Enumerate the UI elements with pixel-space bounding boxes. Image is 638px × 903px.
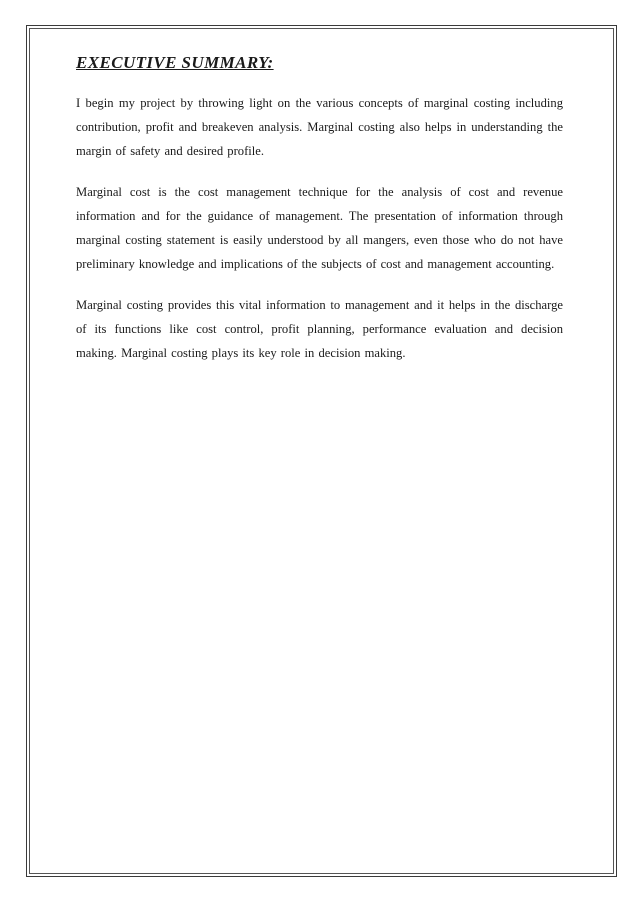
paragraph-marginal-costing-role: Marginal costing provides this vital information to management and it helps in the discharge of its functions like cost control, profit planning, performance evaluation and decision making. Marginal costing plays its key role in decision making.	[76, 298, 563, 360]
paragraph-marginal-cost: Marginal cost is the cost management technique for the analysis of cost and revenue information and for the guidance of management. The presentation of information through marginal costing statement is easily understood by all mangers, even those who do not have preliminary knowledge and implications of the subjects of cost and management accounting.	[76, 185, 563, 271]
document-body	[76, 52, 563, 365]
paragraph-intro: I begin my project by throwing light on the various concepts of marginal costing including contribution, profit and breakeven analysis. Marginal costing also helps in understanding the margin of safety and desired profile.	[76, 96, 563, 158]
page-title: EXECUTIVE SUMMARY:	[76, 53, 274, 72]
